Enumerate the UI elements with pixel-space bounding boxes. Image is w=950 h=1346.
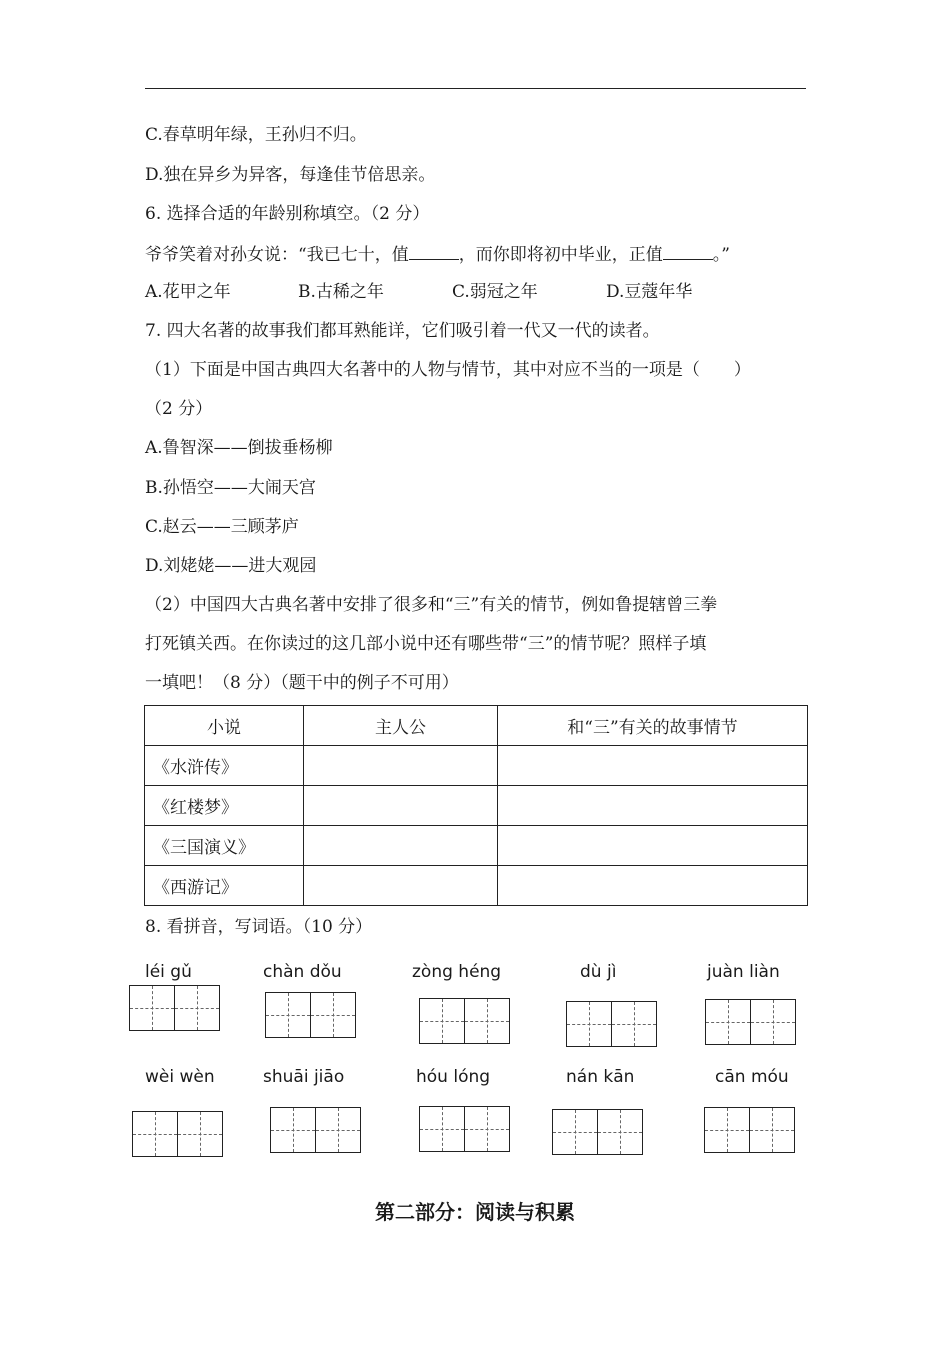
grid-cell[interactable] [174, 985, 220, 1031]
grid-cell[interactable] [552, 1109, 598, 1155]
table-row [145, 826, 808, 866]
q5-option-d: D.独在异乡为异客，每逢佳节倍思亲。 [145, 165, 436, 185]
q6-sentence-part3: 。” [712, 245, 730, 265]
q7-sub1-option-b: B.孙悟空——大闹天宫 [145, 478, 316, 498]
grid-cell[interactable] [750, 999, 796, 1045]
pinyin-label: chàn dǒu [263, 962, 342, 982]
q6-sentence-part1: 爷爷笑着对孙女说：“我已七十，值 [145, 245, 409, 265]
q7-sub1-option-a: A.鲁智深——倒拔垂杨柳 [145, 438, 333, 458]
grid-cell[interactable] [611, 1001, 657, 1047]
q6-blank-2[interactable] [663, 243, 713, 260]
q6-option-a: A.花甲之年 [145, 282, 231, 302]
grid-cell[interactable] [177, 1111, 223, 1157]
writing-grid[interactable] [132, 1111, 223, 1157]
q7-sub2-line1: （2）中国四大古典名著中安排了很多和“三”有关的情节，例如鲁提辖曾三拳 [145, 595, 718, 615]
grid-cell[interactable] [265, 992, 311, 1038]
q7-title: 7. 四大名著的故事我们都耳熟能详，它们吸引着一代又一代的读者。 [145, 321, 660, 341]
table-cell-protagonist[interactable] [304, 866, 498, 906]
q6-option-b: B.古稀之年 [298, 282, 384, 302]
writing-grid[interactable] [705, 999, 796, 1045]
pinyin-label: léi gǔ [145, 962, 192, 982]
table-cell-novel: 《三国演义》 [145, 826, 304, 866]
table-header-plot: 和“三”有关的故事情节 [498, 706, 808, 746]
q7-sub2-line2: 打死镇关西。在你读过的这几部小说中还有哪些带“三”的情节呢？照样子填 [145, 634, 707, 654]
grid-cell[interactable] [464, 1106, 510, 1152]
q6-sentence [145, 243, 730, 266]
grid-cell[interactable] [315, 1107, 361, 1153]
q7-answer-table [144, 705, 808, 906]
table-cell-protagonist[interactable] [304, 786, 498, 826]
pinyin-label: shuāi jiāo [263, 1067, 345, 1087]
writing-grid[interactable] [419, 998, 510, 1044]
table-header-novel: 小说 [145, 706, 304, 746]
q6-sentence-part2: ，而你即将初中毕业，正值 [458, 245, 663, 265]
grid-cell[interactable] [705, 999, 751, 1045]
grid-cell[interactable] [310, 992, 356, 1038]
table-cell-plot[interactable] [498, 786, 808, 826]
grid-cell[interactable] [704, 1107, 750, 1153]
writing-grid[interactable] [270, 1107, 361, 1153]
table-cell-protagonist[interactable] [304, 826, 498, 866]
table-cell-plot[interactable] [498, 826, 808, 866]
table-header-row [145, 706, 808, 746]
q7-sub2-line3: 一填吧！（8 分）（题干中的例子不可用） [145, 673, 459, 693]
q5-option-c: C.春草明年绿，王孙归不归。 [145, 125, 367, 145]
writing-grid[interactable] [419, 1106, 510, 1152]
table-row [145, 746, 808, 786]
q6-title: 6. 选择合适的年龄别称填空。（2 分） [145, 204, 430, 224]
table-cell-protagonist[interactable] [304, 746, 498, 786]
pinyin-label: cān móu [715, 1067, 789, 1087]
q7-sub1-option-c: C.赵云——三顾茅庐 [145, 517, 299, 537]
q6-option-d: D.豆蔻年华 [606, 282, 693, 302]
writing-grid[interactable] [552, 1109, 643, 1155]
writing-grid[interactable] [129, 985, 220, 1031]
pinyin-label: hóu lóng [416, 1067, 491, 1087]
grid-cell[interactable] [464, 998, 510, 1044]
table-cell-plot[interactable] [498, 746, 808, 786]
table-cell-novel: 《西游记》 [145, 866, 304, 906]
grid-cell[interactable] [419, 998, 465, 1044]
table-row [145, 786, 808, 826]
q6-options [145, 281, 806, 303]
grid-cell[interactable] [749, 1107, 795, 1153]
pinyin-label: wèi wèn [145, 1067, 215, 1087]
table-row [145, 866, 808, 906]
grid-cell[interactable] [129, 985, 175, 1031]
q8-title: 8. 看拼音，写词语。（10 分） [145, 917, 373, 937]
pinyin-label: zòng héng [412, 962, 502, 982]
table-cell-novel: 《红楼梦》 [145, 786, 304, 826]
q7-sub1-option-d: D.刘姥姥——进大观园 [145, 556, 317, 576]
grid-cell[interactable] [597, 1109, 643, 1155]
pinyin-label: nán kān [566, 1067, 635, 1087]
table-cell-plot[interactable] [498, 866, 808, 906]
grid-cell[interactable] [419, 1106, 465, 1152]
q7-sub1-line2: （2 分） [145, 399, 213, 419]
table-cell-novel: 《水浒传》 [145, 746, 304, 786]
header-rule [145, 88, 806, 89]
grid-cell[interactable] [132, 1111, 178, 1157]
q6-blank-1[interactable] [409, 243, 459, 260]
grid-cell[interactable] [566, 1001, 612, 1047]
writing-grid[interactable] [704, 1107, 795, 1153]
table-header-protagonist: 主人公 [304, 706, 498, 746]
grid-cell[interactable] [270, 1107, 316, 1153]
section2-title: 第二部分：阅读与积累 [375, 1200, 575, 1224]
q6-option-c: C.弱冠之年 [452, 282, 538, 302]
pinyin-label: dù jì [580, 962, 617, 982]
pinyin-label: juàn liàn [707, 962, 780, 982]
q7-sub1-line1: （1）下面是中国古典四大名著中的人物与情节，其中对应不当的一项是（ ） [145, 360, 751, 380]
writing-grid[interactable] [566, 1001, 657, 1047]
writing-grid[interactable] [265, 992, 356, 1038]
